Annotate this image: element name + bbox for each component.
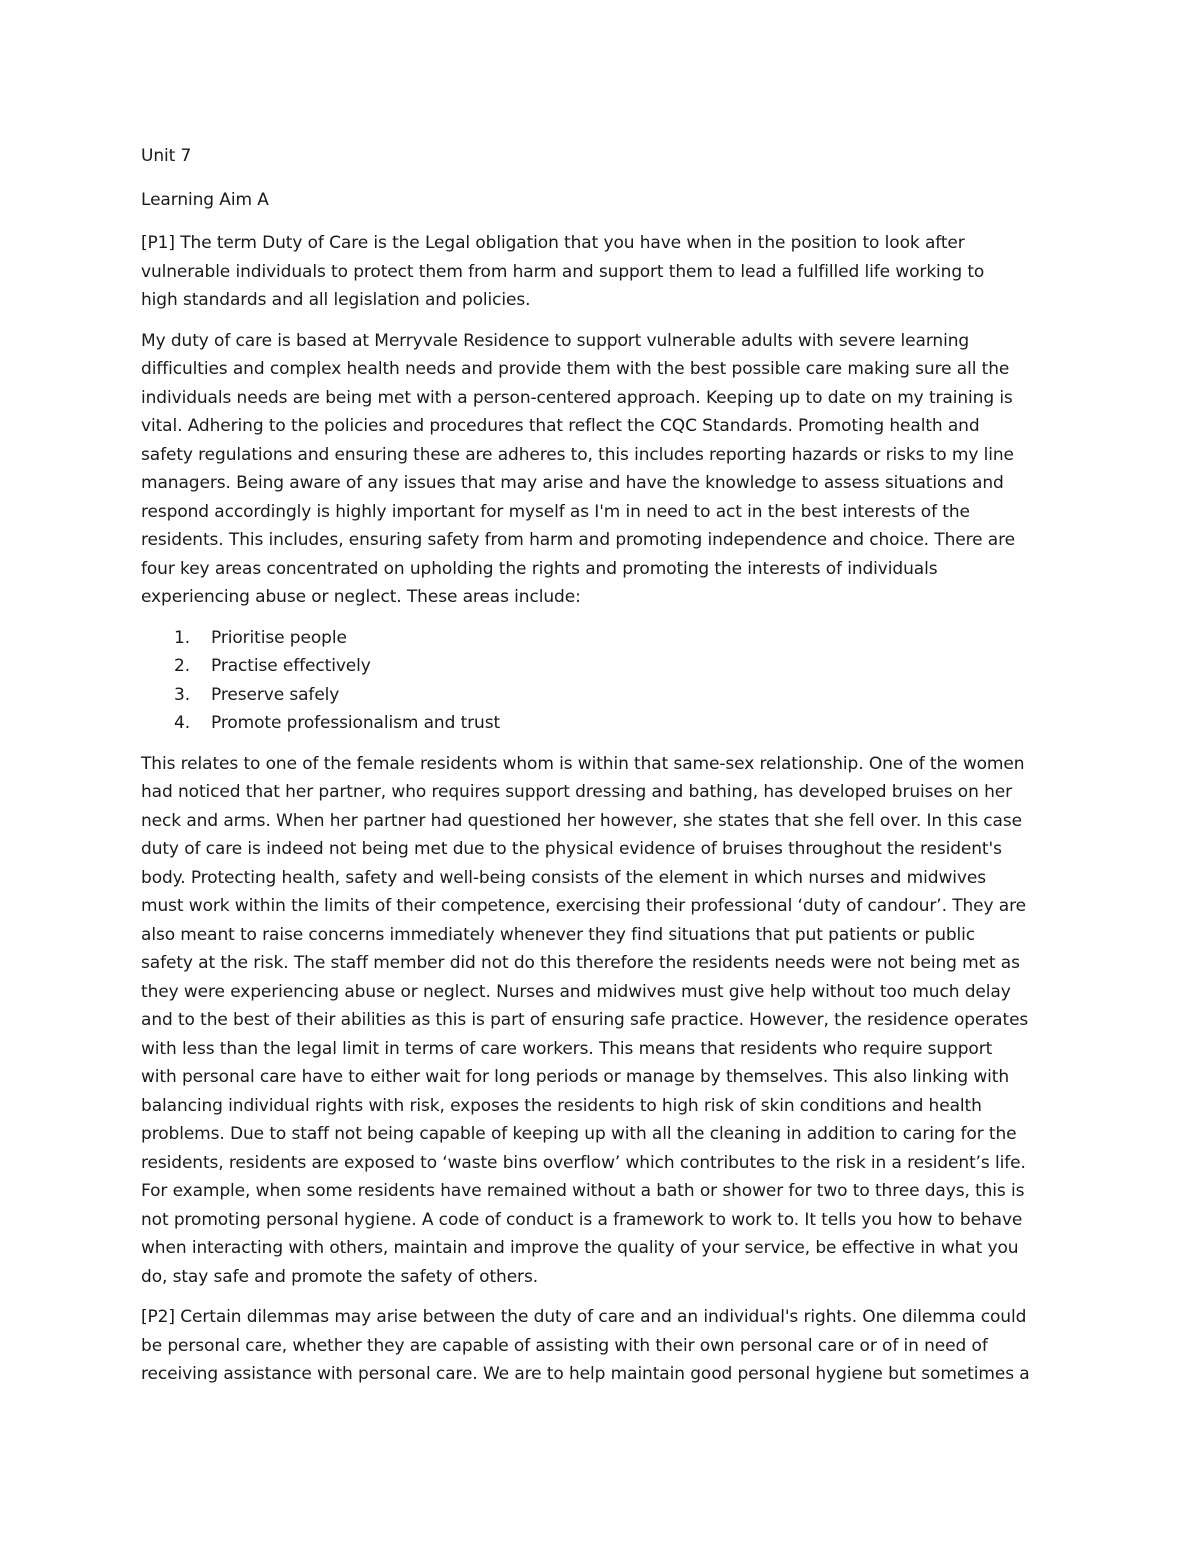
paragraph-line: receiving assistance with personal care. We are to help maintain good personal hygiene but sometimes a: [141, 1364, 1030, 1384]
paragraph-line: neck and arms. When her partner had questioned her however, she states that she fell over. In this case: [141, 810, 1022, 831]
list-item: [141, 652, 1063, 681]
learning-aim-title: Learning Aim A: [141, 189, 269, 210]
p1-paragraph: [141, 229, 1063, 315]
paragraph-line: body. Protecting health, safety and well-being consists of the element in which nurses and midwives: [141, 867, 986, 888]
list-item: [141, 681, 1063, 710]
paragraph-line: problems. Due to staff not being capable of keeping up with all the cleaning in addition to caring for the: [141, 1124, 1017, 1144]
paragraph-line: This relates to one of the female residents whom is within that same-sex relationship. One of the women: [141, 753, 1025, 774]
list-number: 4.: [174, 713, 191, 733]
paragraph-line: when interacting with others, maintain and improve the quality of your service, be effective in what you: [141, 1238, 1019, 1258]
paragraph-line: be personal care, whether they are capable of assisting with their own personal care or of in need of: [141, 1335, 988, 1356]
paragraph-line: My duty of care is based at Merryvale Residence to support vulnerable adults with severe learning: [141, 330, 970, 351]
paragraph-line: not promoting personal hygiene. A code of conduct is a framework to work to. It tells you how to behave: [141, 1209, 1023, 1230]
paragraph-line: must work within the limits of their competence, exercising their professional ‘duty of candour’. They are: [141, 896, 1026, 916]
paragraph-line: balancing individual rights with risk, exposes the residents to high risk of skin conditions and health: [141, 1095, 982, 1116]
paragraph-line: and to the best of their abilities as this is part of ensuring safe practice. However, the residence operates: [141, 1010, 1029, 1030]
paragraph-line: individuals needs are being met with a person-centered approach. Keeping up to date on my training is: [141, 387, 1013, 408]
paragraph-line: residents, residents are exposed to ‘waste bins overflow’ which contributes to the risk in a resident’s life.: [141, 1152, 1026, 1173]
paragraph-line: also meant to raise concerns immediately whenever they find situations that put patients or public: [141, 924, 976, 945]
paragraph-line: duty of care is indeed not being met due to the physical evidence of bruises throughout the resident's: [141, 839, 1002, 859]
paragraph-line: with personal care have to either wait for long periods or manage by themselves. This also linking with: [141, 1067, 1010, 1087]
paragraph-line: respond accordingly is highly important for myself as I'm in need to act in the best interests of the: [141, 501, 970, 522]
paragraph-line: they were experiencing abuse or neglect. Nurses and midwives must give help without too much delay: [141, 981, 1011, 1002]
paragraph-line: vulnerable individuals to protect them from harm and support them to lead a fulfilled life working to: [141, 261, 985, 282]
document-body: [141, 142, 1063, 1389]
list-item-text: Prioritise people: [211, 627, 347, 648]
paragraph-line: had noticed that her partner, who requires support dressing and bathing, has developed bruises on her: [141, 782, 1013, 802]
list-item: [141, 709, 1063, 738]
paragraph-line: with less than the legal limit in terms of care workers. This means that residents who require support: [141, 1038, 993, 1059]
list-item: [141, 624, 1063, 653]
paragraph-line: four key areas concentrated on upholding the rights and promoting the interests of individuals: [141, 558, 938, 579]
paragraph-line: [P2] Certain dilemmas may arise between the duty of care and an individual's rights. One dilemma could: [141, 1307, 1027, 1327]
paragraph-line: experiencing abuse or neglect. These areas include:: [141, 587, 581, 607]
list-number: 3.: [174, 684, 191, 705]
case-study-paragraph: [141, 750, 1063, 1292]
list-number: 2.: [174, 656, 191, 676]
list-item-text: Promote professionalism and trust: [211, 713, 501, 733]
list-item-text: Practise effectively: [211, 656, 371, 676]
paragraph-line: do, stay safe and promote the safety of others.: [141, 1266, 539, 1287]
key-areas-list: [141, 624, 1063, 738]
paragraph-line: high standards and all legislation and policies.: [141, 290, 531, 310]
list-item-text: Preserve safely: [211, 684, 340, 705]
p2-paragraph: [141, 1303, 1063, 1389]
paragraph-line: residents. This includes, ensuring safety from harm and promoting independence and choice. There are: [141, 530, 1015, 550]
paragraph-line: difficulties and complex health needs and provide them with the best possible care making sure all the: [141, 359, 1010, 379]
unit-title: Unit 7: [141, 146, 192, 166]
duty-of-care-paragraph: [141, 327, 1063, 612]
paragraph-line: vital. Adhering to the policies and procedures that reflect the CQC Standards. Promoting health and: [141, 416, 980, 436]
paragraph-line: For example, when some residents have remained without a bath or shower for two to three days, this is: [141, 1181, 1025, 1201]
paragraph-line: safety at the risk. The staff member did not do this therefore the residents needs were not being met as: [141, 953, 1020, 973]
list-number: 1.: [174, 627, 191, 648]
paragraph-line: safety regulations and ensuring these are adheres to, this includes reporting hazards or risks to my line: [141, 444, 1014, 465]
paragraph-line: managers. Being aware of any issues that may arise and have the knowledge to assess situations and: [141, 473, 1004, 493]
paragraph-line: [P1] The term Duty of Care is the Legal obligation that you have when in the position to look after: [141, 233, 965, 253]
